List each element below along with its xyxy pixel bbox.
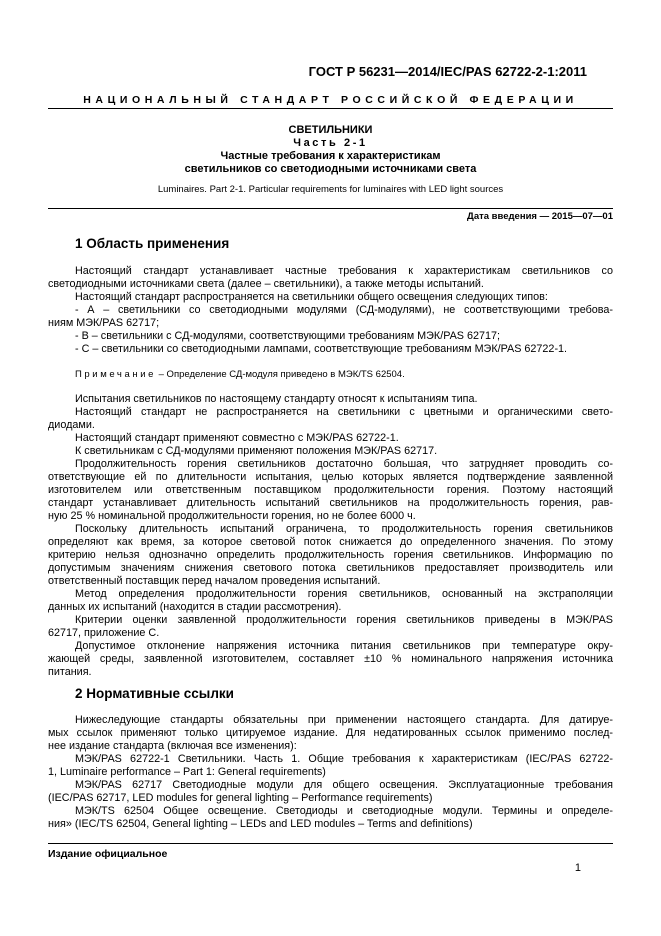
paragraph-line: определяют как время, за которое световой поток снижается до определенного значения. По этому xyxy=(48,536,613,548)
list-item: - А – светильники со светодиодными модулями (СД-модулями), не соответствующими требова- xyxy=(75,304,613,316)
note-text: – Определение СД-модуля приведено в МЭК/TS 62504. xyxy=(156,369,405,380)
doc-title: СВЕТИЛЬНИКИ xyxy=(288,124,373,136)
paragraph-line: данных их испытаний (находится в стадии рассмотрения). xyxy=(48,601,342,613)
paragraph-line: Нижеследующие стандарты обязательны при применении настоящего стандарта. Для датируе- xyxy=(75,714,613,726)
reference-line: МЭК/TS 62504 Общее освещение. Светодиоды и светодиодные модули. Термины и определе- xyxy=(75,805,613,817)
national-standard-title: НАЦИОНАЛЬНЫЙ СТАНДАРТ РОССИЙСКОЙ ФЕДЕРАЦИИ xyxy=(83,94,578,106)
doc-subtitle-2: светильников со светодиодными источниками света xyxy=(184,163,477,175)
paragraph-line: К светильникам с СД-модулями применяют положения МЭК/PAS 62717. xyxy=(75,445,438,457)
edition-label: Издание официальное xyxy=(48,848,168,860)
paragraph-line: питания. xyxy=(48,666,92,678)
english-title: Luminaires. Part 2-1. Particular requirements for luminaires with LED light sources xyxy=(157,184,504,195)
paragraph-line: мых ссылок применяют только цитируемое издание. Для недатированных ссылок применимо послед- xyxy=(48,727,613,739)
page-number: 1 xyxy=(574,862,581,874)
section-1-heading: 1 Область применения xyxy=(75,236,230,251)
paragraph-line: светодиодными источниками света (далее – светильники), а также методы испытаний. xyxy=(48,278,484,290)
list-item: ниям МЭК/PAS 62717; xyxy=(48,317,160,329)
standard-code: ГОСТ Р 56231—2014/IEC/PAS 62722-2-1:2011 xyxy=(308,64,587,79)
paragraph-line: жающей среды, заявленной изготовителем, составляет ±10 % номинального напряжения источника xyxy=(48,653,613,665)
list-item: - С – светильники со светодиодными лампами, соответствующие требованиям МЭК/PAS 62722-1. xyxy=(75,343,568,355)
doc-subtitle-1: Частные требования к характеристикам xyxy=(220,150,441,162)
paragraph-line: Критерии оценки заявленной продолжительности горения светильников приведены в МЭК/PAS xyxy=(75,614,613,626)
doc-part: Часть 2-1 xyxy=(293,137,368,149)
paragraph-line: стандарт устанавливает длительность испытаний светильников на продолжительность горения, рав- xyxy=(48,497,613,509)
paragraph-line: 62717, приложение С. xyxy=(48,627,160,639)
header-rule xyxy=(48,108,613,109)
paragraph-line: Настоящий стандарт не распространяется на светильники с цветными и органическими свето- xyxy=(75,406,613,418)
reference-line: (IEC/PAS 62717, LED modules for general lighting – Performance requirements) xyxy=(48,792,433,804)
paragraph-line: нее издание стандарта (включая все изменения): xyxy=(48,740,297,752)
paragraph-line: Настоящий стандарт применяют совместно с МЭК/PAS 62722-1. xyxy=(75,432,399,444)
section-2-heading: 2 Нормативные ссылки xyxy=(75,686,234,701)
note xyxy=(48,368,613,381)
intro-date: Дата введения — 2015—07—01 xyxy=(467,211,613,222)
paragraph-line: Продолжительность горения светильников достаточно большая, что затрудняет проводить со- xyxy=(75,458,613,470)
paragraph-line: Испытания светильников по настоящему стандарту относят к испытаниям типа. xyxy=(75,393,478,405)
list-item: - В – светильники с СД-модулями, соответствующими требованиям МЭК/PAS 62717; xyxy=(75,330,501,342)
reference-line: 1, Luminaire performance – Part 1: General requirements) xyxy=(48,766,326,778)
paragraph-line: диодами. xyxy=(48,419,95,431)
paragraph-line: ную 25 % номинальной продолжительности горения, но не более 6000 ч. xyxy=(48,510,416,522)
paragraph-line: Настоящий стандарт распространяется на светильники общего освещения следующих типов: xyxy=(75,291,548,303)
reference-line: МЭК/PAS 62722-1 Светильники. Часть 1. Общие требования к характеристикам (IEC/PAS 62722- xyxy=(75,753,613,765)
paragraph-line: Метод определения продолжительности горения светильников, основанный на экстраполяции xyxy=(75,588,613,600)
paragraph-line: критерию нельзя однозначно определить продолжительность горения светильников. Информацию по xyxy=(48,549,613,561)
reference-line: ния» (IEC/TS 62504, General lighting – LEDs and LED modules – Terms and definitions) xyxy=(48,818,473,830)
paragraph-line: Настоящий стандарт устанавливает частные требования к характеристикам светильников со xyxy=(75,265,613,277)
footer-rule xyxy=(48,843,613,844)
title-rule xyxy=(48,208,613,209)
paragraph-line: изготовителем или ответственным поставщиком продолжительности горения. Поэтому настоящий xyxy=(48,484,613,496)
paragraph-line: Поскольку длительность испытаний ограничена, то продолжительность горения светильников xyxy=(75,523,613,535)
paragraph-line: допустимым значениям снижения светового потока светильников предоставляет производитель или xyxy=(48,562,613,574)
paragraph-line: ответственный поставщик перед началом проведения испытаний. xyxy=(48,575,381,587)
note-label: Примечание xyxy=(75,369,156,380)
paragraph-line: ответствующие ей по длительности испытания, целью которых является подтверждение заявленной xyxy=(48,471,613,483)
paragraph-line: Допустимое отклонение напряжения источника питания светильников при температуре окру- xyxy=(75,640,613,652)
reference-line: МЭК/PAS 62717 Светодиодные модули для общего освещения. Эксплуатационные требования xyxy=(75,779,613,791)
